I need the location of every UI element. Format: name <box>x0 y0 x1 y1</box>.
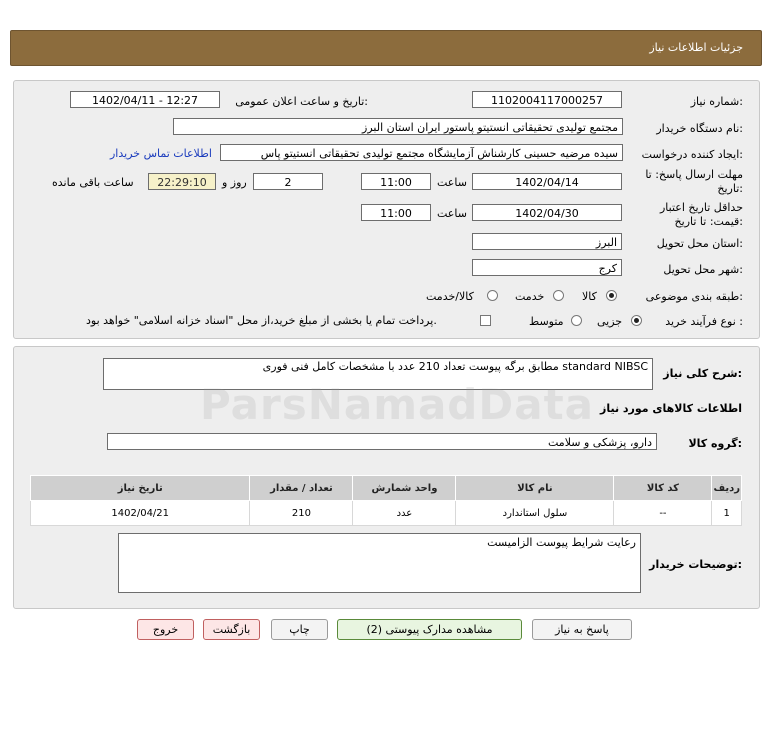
treasury-payment-note: پرداخت تمام یا بخشی از مبلغ خرید،از محل "اسناد خزانه اسلامی" خواهد بود. <box>86 314 437 327</box>
goods-info-heading: اطلاعات کالاهای مورد نیاز <box>600 402 742 415</box>
item-need-date: 1402/04/21 <box>31 501 250 526</box>
page-header <box>10 30 762 66</box>
attachments-button[interactable]: مشاهده مدارک پیوستی (2) <box>337 619 522 640</box>
goods-group-field: دارو، پزشکی و سلامت <box>107 433 657 450</box>
city-label: شهر محل تحویل: <box>663 263 743 276</box>
item-quantity: 210 <box>250 501 353 526</box>
category-both-radio[interactable] <box>487 290 498 301</box>
col-date-header: تاریخ نیاز <box>31 476 250 501</box>
goods-table-header <box>31 476 742 501</box>
deadline-label-2: تاریخ: <box>717 182 743 195</box>
process-label: نوع فرآیند خرید : <box>665 315 743 328</box>
process-medium-label: متوسط <box>529 315 564 328</box>
validity-time-field: 11:00 <box>361 204 431 221</box>
province-field: البرز <box>472 233 622 250</box>
item-name: سلول استاندارد <box>456 501 614 526</box>
days-field: 2 <box>253 173 323 190</box>
reply-button[interactable]: پاسخ به نیاز <box>532 619 632 640</box>
back-button[interactable]: بازگشت <box>203 619 260 640</box>
process-medium-radio[interactable] <box>571 315 582 326</box>
buyer-org-label: نام دستگاه خریدار: <box>656 122 743 135</box>
category-service-label: خدمت <box>515 290 545 303</box>
print-button[interactable]: چاپ <box>271 619 328 640</box>
page-title: جزئیات اطلاعات نیاز <box>649 41 743 54</box>
item-code: -- <box>614 501 712 526</box>
category-service-radio[interactable] <box>553 290 564 301</box>
summary-label: شرح کلی نیاز: <box>663 367 742 380</box>
deadline-label: مهلت ارسال پاسخ: تا <box>645 168 743 181</box>
exit-button[interactable]: خروج <box>137 619 194 640</box>
deadline-date-field: 1402/04/14 <box>472 173 622 190</box>
contact-buyer-link[interactable]: اطلاعات تماس خریدار <box>110 147 212 160</box>
deadline-time-field: 11:00 <box>361 173 431 190</box>
col-unit-header: واحد شمارش <box>353 476 456 501</box>
city-field: کرج <box>472 259 622 276</box>
announce-label: تاریخ و ساعت اعلان عمومی: <box>235 95 368 108</box>
validity-time-label: ساعت <box>437 207 467 220</box>
buyer-org-field: مجتمع تولیدی تحقیقاتی انستیتو پاستور ایران استان البرز <box>173 118 623 135</box>
province-label: استان محل تحویل: <box>656 237 743 250</box>
creator-field: سیده مرضیه حسینی کارشناش آزمایشگاه مجتمع تولیدی تحقیقاتی انستیتو پاس <box>220 144 623 161</box>
need-number-field: 1102004117000257 <box>472 91 622 108</box>
treasury-payment-checkbox[interactable] <box>480 315 491 326</box>
validity-label-2: قیمت: تا تاریخ: <box>674 215 743 228</box>
remaining-time-field: 22:29:10 <box>148 173 216 190</box>
deadline-time-label: ساعت <box>437 176 467 189</box>
days-label: روز و <box>222 176 247 189</box>
need-number-label: شماره نیاز: <box>690 95 743 108</box>
validity-label: حداقل تاریخ اعتبار <box>659 201 743 214</box>
remaining-label: ساعت باقی مانده <box>52 176 134 189</box>
process-minor-label: جزیی <box>597 315 623 328</box>
goods-group-label: گروه کالا: <box>688 437 742 450</box>
announce-date-field: 1402/04/11 - 12:27 <box>70 91 220 108</box>
process-minor-radio[interactable] <box>631 315 642 326</box>
col-code-header: کد کالا <box>614 476 712 501</box>
col-row-header: ردیف <box>712 476 742 501</box>
item-unit: عدد <box>353 501 456 526</box>
table-row <box>31 501 742 526</box>
buyer-notes-field: رعایت شرایط پیوست الزامیست <box>118 533 641 593</box>
col-qty-header: تعداد / مقدار <box>250 476 353 501</box>
row-number: 1 <box>712 501 742 526</box>
creator-label: ایجاد کننده درخواست: <box>641 148 743 161</box>
category-both-label: کالا/خدمت <box>426 290 474 303</box>
goods-table <box>30 475 742 526</box>
summary-field: standard NIBSC مطابق برگه پیوست تعداد 210 عدد با مشخصات کامل فنی فوری <box>103 358 653 390</box>
category-goods-radio[interactable] <box>606 290 617 301</box>
category-label: طبقه بندی موضوعی: <box>645 290 743 303</box>
buyer-notes-label: توضیحات خریدار: <box>649 558 742 571</box>
validity-date-field: 1402/04/30 <box>472 204 622 221</box>
category-goods-label: کالا <box>582 290 597 303</box>
col-name-header: نام کالا <box>456 476 614 501</box>
